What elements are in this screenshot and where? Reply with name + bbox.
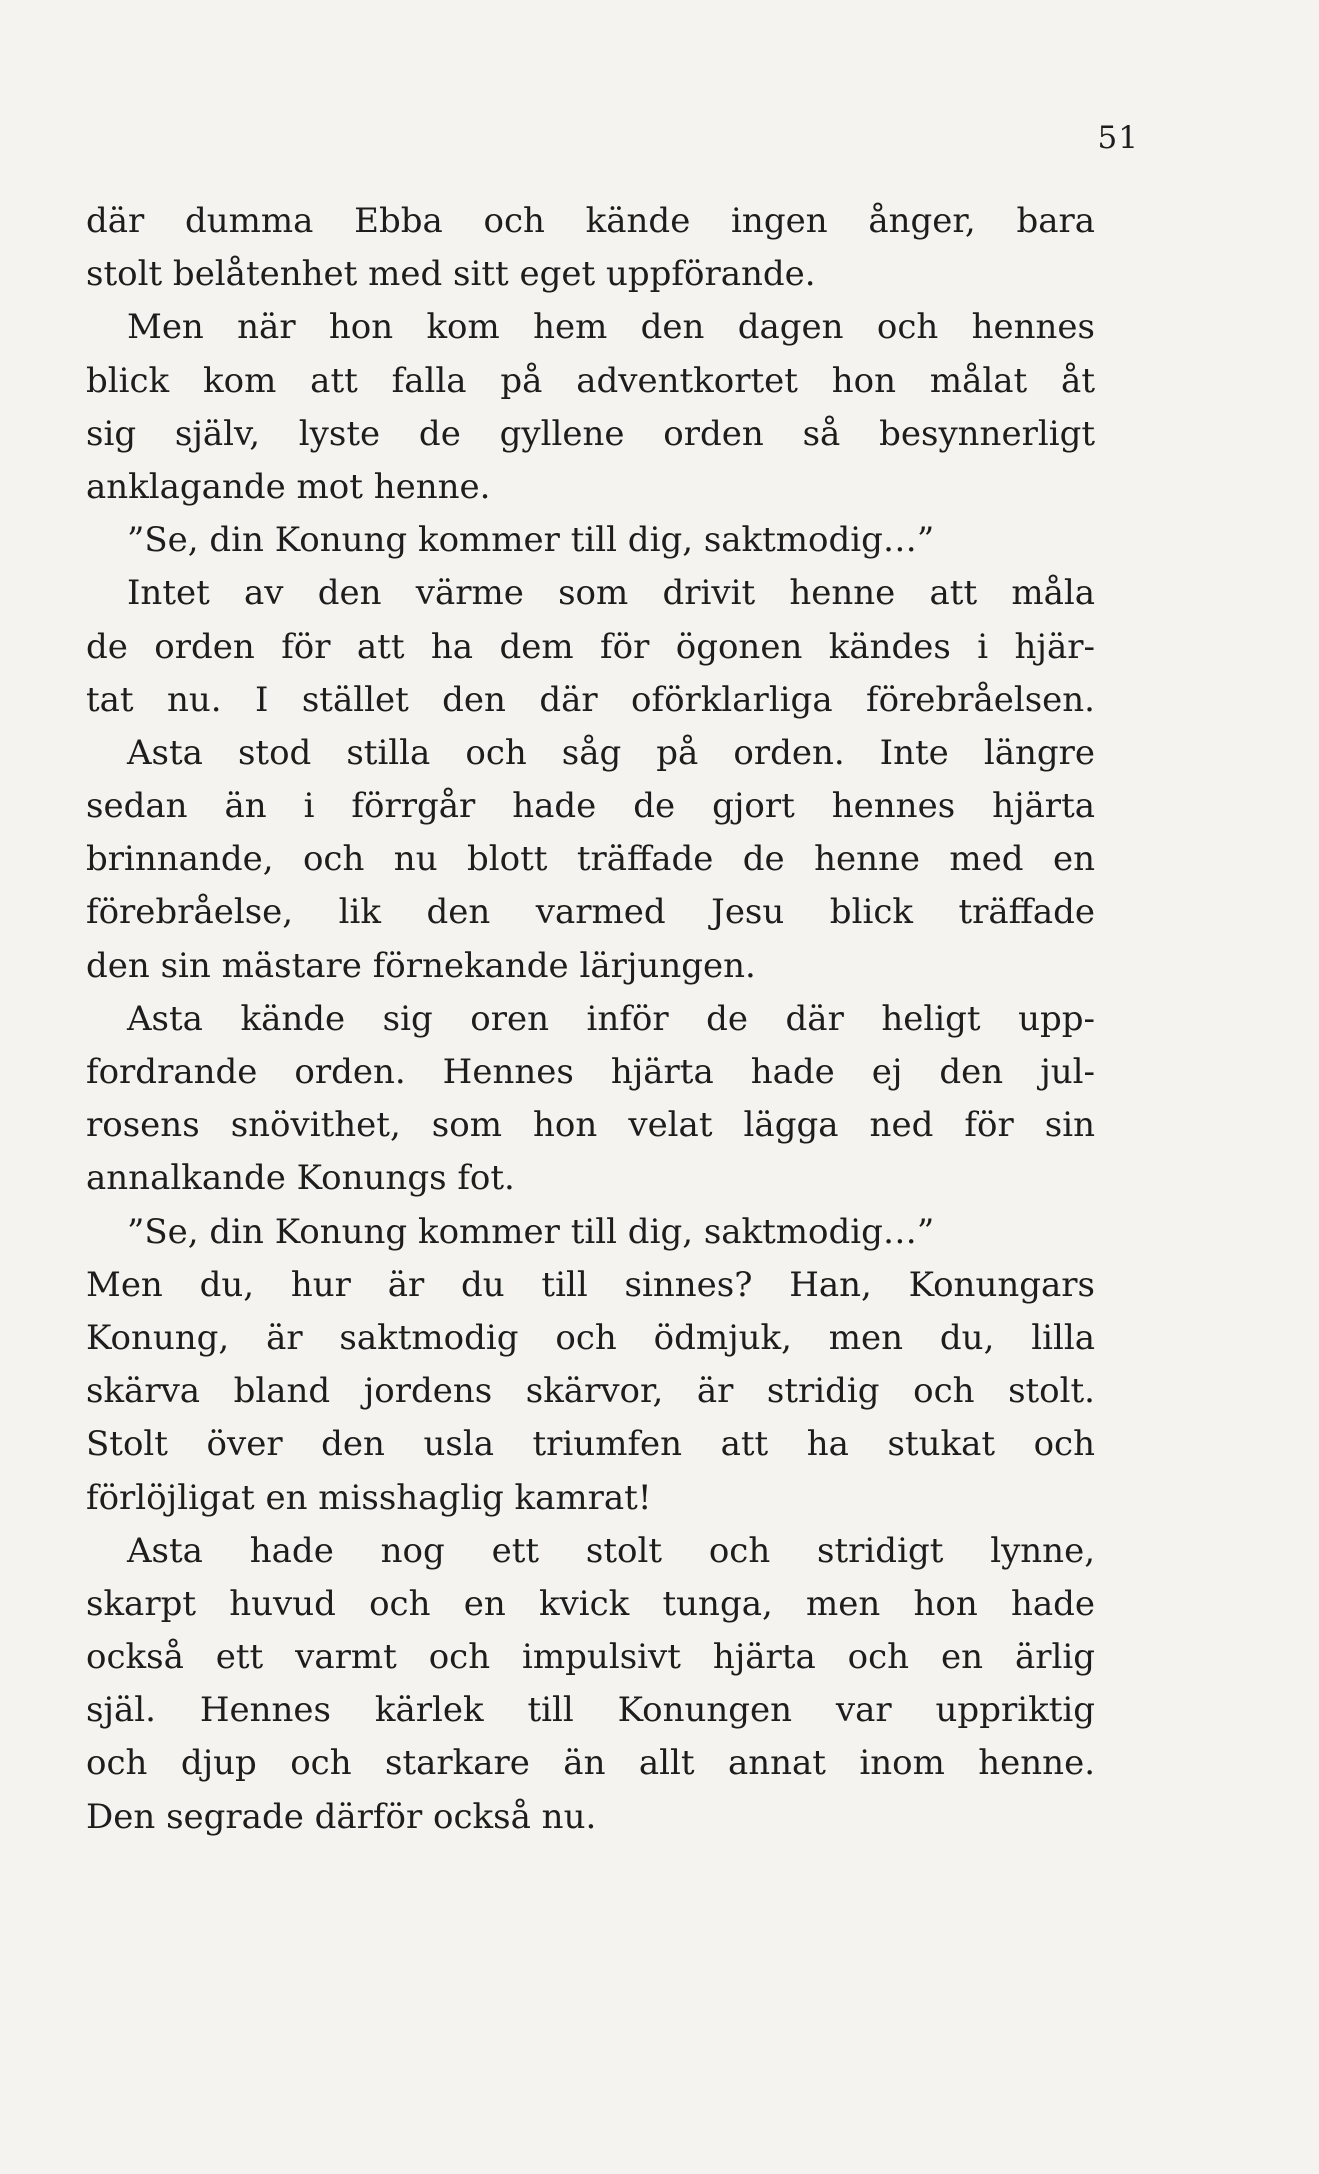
text-line: Asta hade nog ett stolt och stridigt lynne,	[127, 1530, 1095, 1571]
text-line: Konung, är saktmodig och ödmjuk, men du, lilla	[86, 1317, 1095, 1358]
text-line: ”Se, din Konung kommer till dig, saktmodig…”	[127, 520, 935, 561]
text-line: Stolt över den usla triumfen att ha stukat och	[86, 1424, 1095, 1465]
text-line: de orden för att ha dem för ögonen kändes i hjär-	[86, 626, 1095, 667]
text-line: och djup och starkare än allt annat inom henne.	[86, 1743, 1095, 1784]
text-line: blick kom att falla på adventkortet hon målat åt	[86, 360, 1095, 401]
text-line: den sin mästare förnekande lärjungen.	[86, 945, 756, 986]
text-line: också ett varmt och impulsivt hjärta och en ärlig	[86, 1637, 1095, 1678]
text-line: förebråelse, lik den varmed Jesu blick träffade	[86, 892, 1095, 933]
text-line: brinnande, och nu blott träffade de henne med en	[86, 839, 1095, 880]
text-line: fordrande orden. Hennes hjärta hade ej den jul-	[86, 1052, 1095, 1092]
text-line: skärva bland jordens skärvor, är stridig och stolt.	[86, 1371, 1095, 1412]
text-line: skarpt huvud och en kvick tunga, men hon hade	[86, 1583, 1095, 1624]
text-line: Men du, hur är du till sinnes? Han, Konungars	[86, 1264, 1095, 1305]
text-line: Asta stod stilla och såg på orden. Inte längre	[127, 732, 1095, 773]
text-line: Den segrade därför också nu.	[86, 1796, 597, 1837]
text-line: själ. Hennes kärlek till Konungen var uppriktig	[86, 1690, 1095, 1731]
text-line: förlöjligat en misshaglig kamrat!	[86, 1477, 652, 1518]
body-text	[86, 195, 1095, 1844]
text-line: sig själv, lyste de gyllene orden så besynnerligt	[86, 413, 1095, 454]
text-line: tat nu. I stället den där oförklarliga förebråelsen.	[86, 679, 1095, 720]
text-line: anklagande mot henne.	[86, 466, 491, 507]
text-line: annalkande Konungs fot.	[86, 1158, 515, 1199]
text-line: ”Se, din Konung kommer till dig, saktmodig…”	[127, 1211, 935, 1252]
text-line: stolt belåtenhet med sitt eget uppförande.	[86, 254, 816, 295]
text-line: rosens snövithet, som hon velat lägga ned för sin	[86, 1105, 1095, 1146]
text-line: sedan än i förrgår hade de gjort hennes hjärta	[86, 786, 1095, 827]
text-line: Men när hon kom hem den dagen och hennes	[127, 307, 1095, 348]
page-number: 51	[1097, 120, 1139, 156]
text-line: där dumma Ebba och kände ingen ånger, bara	[86, 201, 1095, 241]
text-line: Intet av den värme som drivit henne att måla	[127, 573, 1095, 614]
text-line: Asta kände sig oren inför de där heligt upp-	[127, 998, 1095, 1039]
